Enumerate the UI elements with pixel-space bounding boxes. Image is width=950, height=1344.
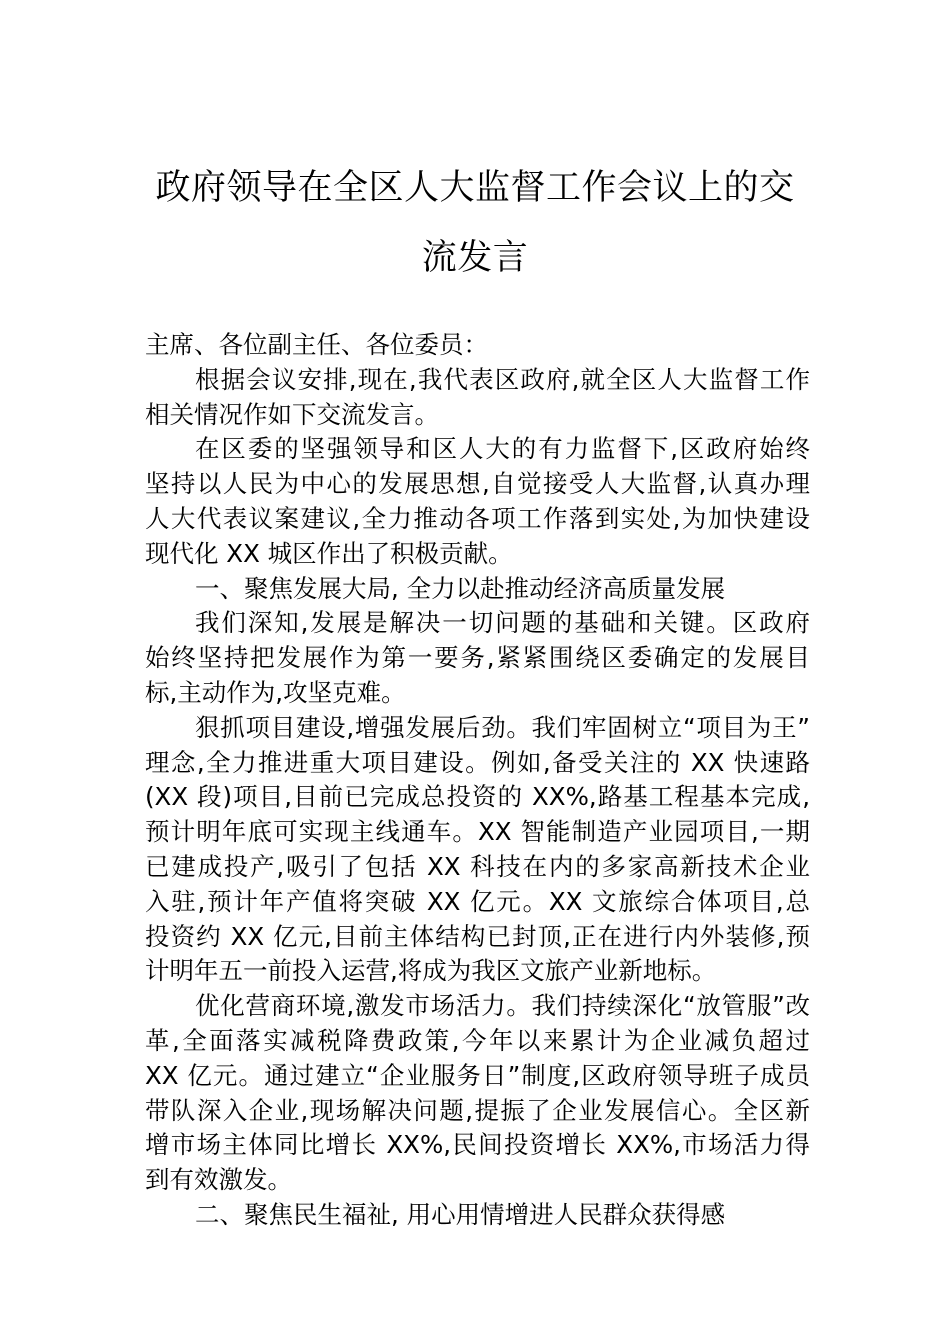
paragraph-line: 狠抓项目建设,增强发展后劲。我们牢固树立“项目为王” <box>195 712 810 742</box>
paragraph-line: 到有效激发。 <box>145 1165 292 1195</box>
document-body <box>145 328 810 1233</box>
paragraph-line: 预计明年底可实现主线通车。XX 智能制造产业园项目,一期 <box>145 817 810 847</box>
paragraph-line: 标,主动作为,攻坚克难。 <box>145 677 406 707</box>
paragraph-line: 计明年五一前投入运营,将成为我区文旅产业新地标。 <box>145 956 717 986</box>
salutation: 主席、各位副主任、各位委员： <box>145 330 488 359</box>
paragraph-line: 入驻,预计年产值将突破 XX 亿元。XX 文旅综合体项目,总 <box>145 886 810 916</box>
paragraph-line: 优化营商环境,激发市场活力。我们持续深化“放管服”改 <box>195 991 810 1021</box>
paragraph-line: 带队深入企业,现场解决问题,提振了企业发展信心。全区新 <box>145 1095 810 1125</box>
paragraph-line: 已建成投产,吸引了包括 XX 科技在内的多家高新技术企业 <box>145 851 810 881</box>
paragraph-line: 理念,全力推进重大项目建设。例如,备受关注的 XX 快速路 <box>145 747 810 777</box>
body-lines <box>145 363 810 1233</box>
document-title-line-1: 政府领导在全区人大监督工作会议上的交 <box>155 168 795 208</box>
paragraph-line: 在区委的坚强领导和区人大的有力监督下,区政府始终 <box>195 434 810 464</box>
paragraph-line: 坚持以人民为中心的发展思想,自觉接受人大监督,认真办理 <box>145 469 810 499</box>
document-title-line-2: 流发言 <box>421 238 529 278</box>
paragraph-line: 始终坚持把发展作为第一要务,紧紧围绕区委确定的发展目 <box>145 643 810 673</box>
paragraph-line: 我们深知,发展是解决一切问题的基础和关键。区政府 <box>195 608 810 638</box>
paragraph-line: 人大代表议案建议,全力推动各项工作落到实处,为加快建设 <box>145 503 810 533</box>
paragraph-line: 投资约 XX 亿元,目前主体结构已封顶,正在进行内外装修,预 <box>145 921 810 951</box>
paragraph-line: 现代化 XX 城区作出了积极贡献。 <box>145 538 513 568</box>
paragraph-line: 增市场主体同比增长 XX%,民间投资增长 XX%,市场活力得 <box>145 1130 810 1160</box>
section-heading: 二、聚焦民生福祉, 用心用情增进人民群众获得感 <box>195 1199 726 1229</box>
paragraph-line: 相关情况作如下交流发言。 <box>145 399 439 429</box>
section-heading: 一、聚焦发展大局, 全力以赴推动经济高质量发展 <box>195 573 726 603</box>
paragraph-line: 革,全面落实减税降费政策,今年以来累计为企业减负超过 <box>145 1025 810 1055</box>
paragraph-line: 根据会议安排,现在,我代表区政府,就全区人大监督工作 <box>195 364 810 394</box>
paragraph-line: XX 亿元。通过建立“企业服务日”制度,区政府领导班子成员 <box>145 1060 810 1090</box>
paragraph-line: (XX 段)项目,目前已完成总投资的 XX%,路基工程基本完成, <box>145 782 810 812</box>
